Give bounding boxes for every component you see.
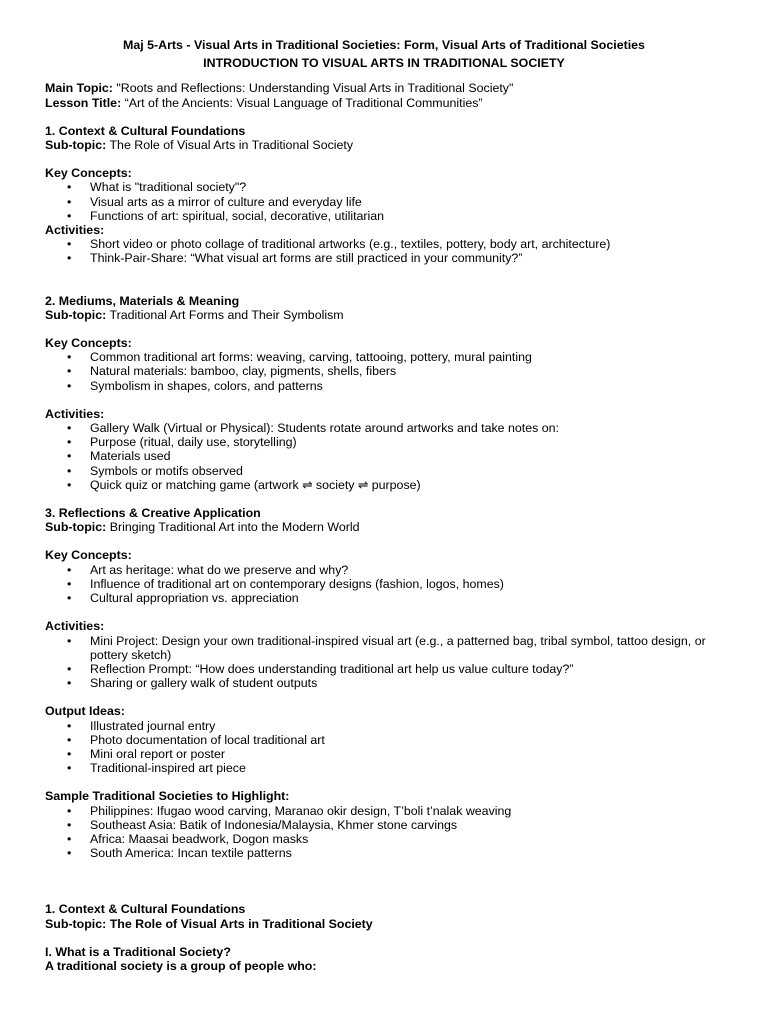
list-item: • Think-Pair-Share: “What visual art forms are still practiced in your community?” <box>45 251 723 265</box>
list-item: • Symbols or motifs observed <box>45 464 723 478</box>
list-item: • Influence of traditional art on contemporary designs (fashion, logos, homes) <box>45 577 723 591</box>
list-item: • Mini oral report or poster <box>45 747 723 761</box>
list-item: • Art as heritage: what do we preserve and why? <box>45 563 723 577</box>
section2-activities-list <box>45 421 723 492</box>
list-item: • Southeast Asia: Batik of Indonesia/Malaysia, Khmer stone carvings <box>45 818 723 832</box>
list-item: • South America: Incan textile patterns <box>45 846 723 860</box>
list-item: • Sharing or gallery walk of student outputs <box>45 676 723 690</box>
lesson-title-text: “Art of the Ancients: Visual Language of Traditional Communities” <box>121 95 483 110</box>
lesson-title-line <box>45 96 723 110</box>
list-item: • Common traditional art forms: weaving, carving, tattooing, pottery, mural painting <box>45 350 723 364</box>
subtopic-label: Sub-topic: <box>45 307 107 322</box>
main-topic-line <box>45 81 723 95</box>
section1-subtopic <box>45 138 723 152</box>
subtopic-text: Bringing Traditional Art into the Modern World <box>106 520 360 535</box>
section1-activities-label: Activities: <box>45 223 105 238</box>
section1-key-concepts-label: Key Concepts: <box>45 166 132 181</box>
section2-activities-label: Activities: <box>45 406 105 421</box>
list-item: • Symbolism in shapes, colors, and patterns <box>45 379 723 393</box>
list-item: • Functions of art: spiritual, social, decorative, utilitarian <box>45 209 723 223</box>
list-item: • Cultural appropriation vs. appreciation <box>45 591 723 605</box>
list-item: • What is "traditional society"? <box>45 180 723 194</box>
section2-heading: 2. Mediums, Materials & Meaning <box>45 293 240 308</box>
output-ideas-heading: Output Ideas: <box>45 704 125 719</box>
section3-heading: 3. Reflections & Creative Application <box>45 506 261 521</box>
footer-subtopic: Sub-topic: The Role of Visual Arts in Traditional Society <box>45 916 373 931</box>
footer-question: I. What is a Traditional Society? <box>45 944 231 959</box>
main-topic-label: Main Topic: <box>45 81 113 96</box>
list-item: • Africa: Maasai beadwork, Dogon masks <box>45 832 723 846</box>
main-topic-text: "Roots and Reflections: Understanding Visual Arts in Traditional Society" <box>112 81 514 96</box>
list-item: • Visual arts as a mirror of culture and everyday life <box>45 195 723 209</box>
list-item: • Purpose (ritual, daily use, storytelling) <box>45 435 723 449</box>
lesson-title-label: Lesson Title: <box>45 95 122 110</box>
list-item: • Gallery Walk (Virtual or Physical): Students rotate around artworks and take notes on: <box>45 421 723 435</box>
section1-heading: 1. Context & Cultural Foundations <box>45 123 246 138</box>
samples-heading: Sample Traditional Societies to Highlight: <box>45 789 290 804</box>
course-title: Maj 5-Arts - Visual Arts in Traditional Societies: Form, Visual Arts of Traditional Societies <box>123 38 645 52</box>
section3-key-concepts-list <box>45 563 723 606</box>
list-item: • Traditional-inspired art piece <box>45 761 723 775</box>
list-item: • Quick quiz or matching game (artwork ⇌ society ⇌ purpose) <box>45 478 723 492</box>
footer-definition: A traditional society is a group of people who: <box>45 958 317 973</box>
section1-key-concepts-list <box>45 180 723 223</box>
samples-list <box>45 804 723 861</box>
section1-activities-list <box>45 237 723 265</box>
section2-key-concepts-label: Key Concepts: <box>45 336 132 351</box>
list-item: • Illustrated journal entry <box>45 719 723 733</box>
list-item: • Short video or photo collage of traditional artworks (e.g., textiles, pottery, body art, architecture) <box>45 237 723 251</box>
list-item: • Mini Project: Design your own traditional-inspired visual art (e.g., a patterned bag, tribal symbol, tattoo design, or pottery sketch) <box>45 634 723 662</box>
intro-title: INTRODUCTION TO VISUAL ARTS IN TRADITIONAL SOCIETY <box>203 56 565 71</box>
list-item: • Materials used <box>45 449 723 463</box>
subtopic-text: Traditional Art Forms and Their Symbolism <box>106 307 344 322</box>
subtopic-text: The Role of Visual Arts in Traditional Society <box>106 138 354 153</box>
section3-activities-label: Activities: <box>45 619 105 634</box>
subtopic-label: Sub-topic: <box>45 138 107 153</box>
list-item: • Reflection Prompt: “How does understanding traditional art help us value culture today?” <box>45 662 723 676</box>
section3-subtopic <box>45 520 723 534</box>
section3-activities-list <box>45 634 723 691</box>
list-item: • Philippines: Ifugao wood carving, Maranao okir design, T’boli t’nalak weaving <box>45 804 723 818</box>
section3-key-concepts-label: Key Concepts: <box>45 548 132 563</box>
output-ideas-list <box>45 719 723 776</box>
list-item: • Natural materials: bamboo, clay, pigments, shells, fibers <box>45 364 723 378</box>
list-item: • Photo documentation of local traditional art <box>45 733 723 747</box>
section2-subtopic <box>45 308 723 322</box>
subtopic-label: Sub-topic: <box>45 520 107 535</box>
footer-section-heading: 1. Context & Cultural Foundations <box>45 902 246 917</box>
section2-key-concepts-list <box>45 350 723 393</box>
